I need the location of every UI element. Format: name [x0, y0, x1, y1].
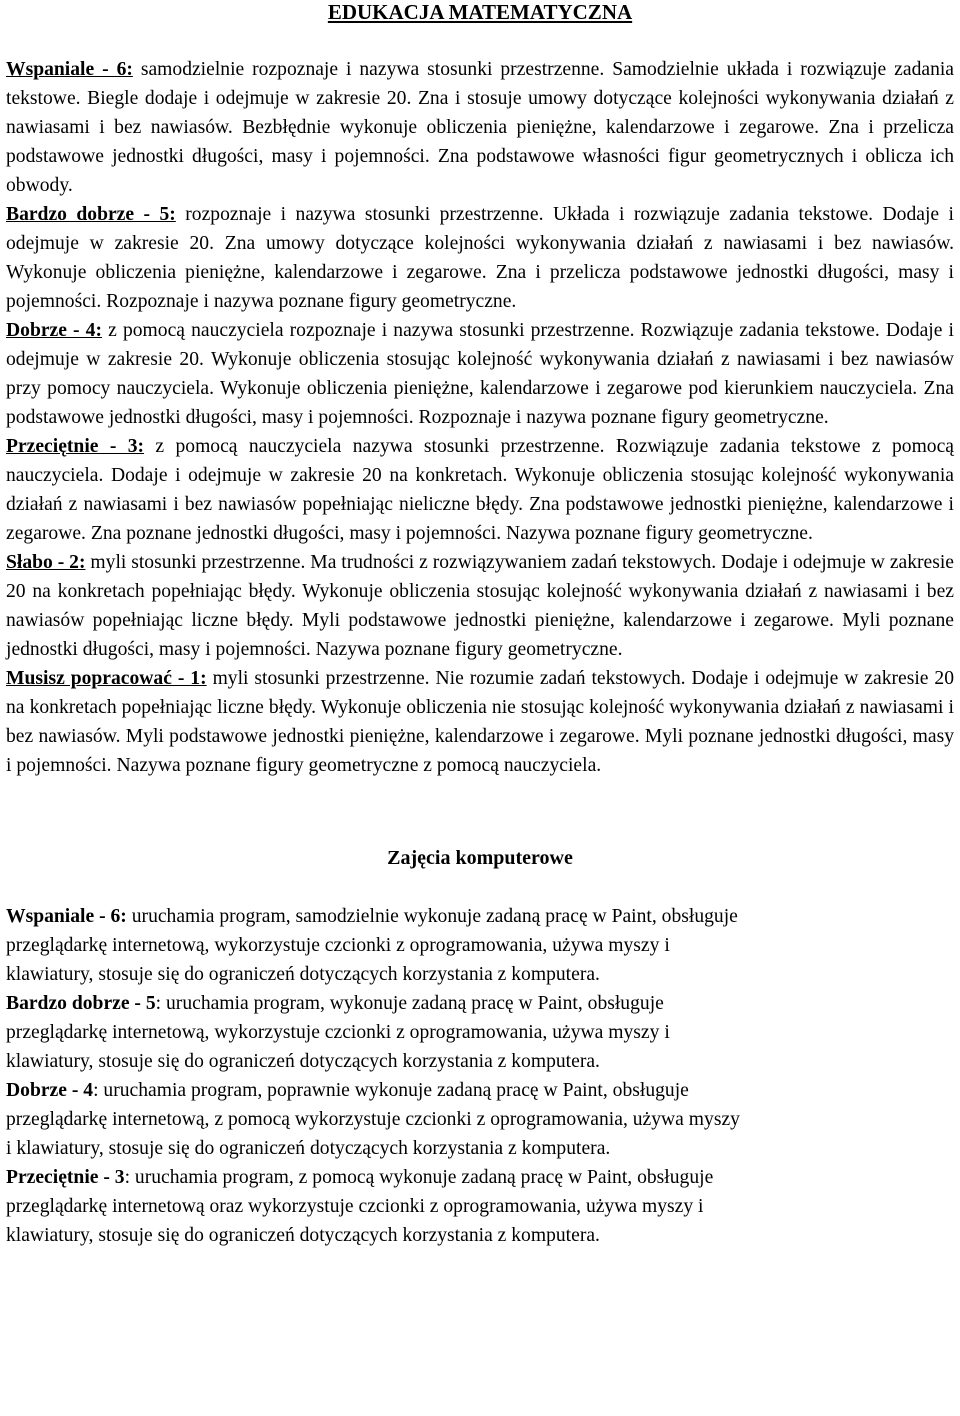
- document-page: [6, 0, 954, 1250]
- it-grade-5-line-1: : uruchamia program, wykonuje zadaną pracę w Paint, obsługuje: [155, 993, 664, 1014]
- grade-3-text: z pomocą nauczyciela nazywa stosunki przestrzenne. Rozwiązuje zadania tekstowe z pomocą nauczyciela. Dodaje i odejmuje w zakresie 20 na konkretach. Wykonuje obliczenia stosując kolejność wykonywania działań z nawiasami i bez nawiasów popełniając nieliczne błędy. Zna podstawowe jednostki pieniężne, kalendarzowe i zegarowe. Zna poznane jednostki długości, masy i pojemności. Nazywa poznane figury geometryczne.: [6, 436, 954, 544]
- it-grade-3-criteria: [6, 1163, 954, 1250]
- grade-6-label: Wspaniale - 6:: [6, 59, 133, 80]
- grade-5-criteria: [6, 200, 954, 316]
- it-grade-3-line-1: : uruchamia program, z pomocą wykonuje zadaną pracę w Paint, obsługuje: [124, 1167, 714, 1188]
- it-grade-6-line-3: klawiatury, stosuje się do ograniczeń dotyczących korzystania z komputera.: [6, 964, 600, 985]
- grade-1-label: Musisz popracować - 1:: [6, 668, 207, 689]
- it-grade-4-label: Dobrze - 4: [6, 1080, 94, 1101]
- it-grade-5-line-2: przeglądarkę internetową, wykorzystuje czcionki z oprogramowania, używa myszy i: [6, 1022, 670, 1043]
- it-grade-4-line-2: przeglądarkę internetową, z pomocą wykorzystuje czcionki z oprogramowania, używa myszy: [6, 1109, 740, 1130]
- it-grade-6-criteria: [6, 902, 954, 989]
- grade-2-label: Słabo - 2:: [6, 552, 86, 573]
- grade-5-label: Bardzo dobrze - 5:: [6, 204, 176, 225]
- it-grade-5-criteria: [6, 989, 954, 1076]
- math-criteria-section: [6, 55, 954, 780]
- it-grade-4-line-1: : uruchamia program, poprawnie wykonuje zadaną pracę w Paint, obsługuje: [93, 1080, 689, 1101]
- grade-1-text: myli stosunki przestrzenne. Nie rozumie zadań tekstowych. Dodaje i odejmuje w zakresie 20 na konkretach popełniając liczne błędy. Wykonuje obliczenia nie stosując kolejność wykonywania działań z nawiasami i bez nawiasów. Myli podstawowe jednostki pieniężne, kalendarzowe i zegarowe. Myli poznane jednostki długości, masy i pojemności. Nazywa poznane figury geometryczne z pomocą nauczyciela.: [6, 668, 954, 776]
- grade-2-criteria: [6, 548, 954, 664]
- grade-4-criteria: [6, 316, 954, 432]
- it-grade-6-line-1: uruchamia program, samodzielnie wykonuje zadaną pracę w Paint, obsługuje: [126, 906, 738, 927]
- it-grade-3-line-3: klawiatury, stosuje się do ograniczeń dotyczących korzystania z komputera.: [6, 1225, 600, 1246]
- grade-5-text: rozpoznaje i nazywa stosunki przestrzenne. Układa i rozwiązuje zadania tekstowe. Dodaje i odejmuje w zakresie 20. Zna umowy dotyczące kolejności wykonywania działań z nawiasami i bez nawiasów. Wykonuje obliczenia pieniężne, kalendarzowe i zegarowe. Zna i przelicza podstawowe jednostki długości, masy i pojemności. Rozpoznaje i nazywa poznane figury geometryczne.: [6, 204, 954, 312]
- grade-3-criteria: [6, 432, 954, 548]
- grade-3-label: Przeciętnie - 3:: [6, 436, 145, 457]
- grade-1-criteria: [6, 664, 954, 780]
- it-grade-4-line-3: i klawiatury, stosuje się do ograniczeń dotyczących korzystania z komputera.: [6, 1138, 611, 1159]
- it-grade-6-label: Wspaniale - 6:: [6, 906, 127, 927]
- it-grade-4-criteria: [6, 1076, 954, 1163]
- it-grade-5-label: Bardzo dobrze - 5: [6, 993, 156, 1014]
- it-grade-5-line-3: klawiatury, stosuje się do ograniczeń dotyczących korzystania z komputera.: [6, 1051, 600, 1072]
- grade-6-text: samodzielnie rozpoznaje i nazywa stosunki przestrzenne. Samodzielnie układa i rozwiązuje zadania tekstowe. Biegle dodaje i odejmuje w zakresie 20. Zna i stosuje umowy dotyczące kolejności wykonywania działań z nawiasami i bez nawiasów. Bezbłędnie wykonuje obliczenia pieniężne, kalendarzowe i zegarowe. Zna i przelicza podstawowe jednostki długości, masy i pojemności. Zna podstawowe własności figur geometrycznych i oblicza ich obwody.: [6, 59, 955, 196]
- it-grade-6-line-2: przeglądarkę internetową, wykorzystuje czcionki z oprogramowania, używa myszy i: [6, 935, 670, 956]
- it-grade-3-line-2: przeglądarkę internetową oraz wykorzystuje czcionki z oprogramowania, używa myszy i: [6, 1196, 704, 1217]
- grade-4-text: z pomocą nauczyciela rozpoznaje i nazywa stosunki przestrzenne. Rozwiązuje zadania tekstowe. Dodaje i odejmuje w zakresie 20. Wykonuje obliczenia stosując kolejność wykonywania działań z nawiasami i bez nawiasów przy pomocy nauczyciela. Wykonuje obliczenia pieniężne, kalendarzowe i zegarowe pod kierunkiem nauczyciela. Zna podstawowe jednostki długości, masy i pojemności. Rozpoznaje i nazywa poznane figury geometryczne.: [6, 320, 954, 428]
- section-title-computer-classes: Zajęcia komputerowe: [387, 847, 573, 869]
- page-title: EDUKACJA MATEMATYCZNA: [327, 0, 633, 24]
- it-grade-3-label: Przeciętnie - 3: [6, 1167, 125, 1188]
- grade-4-label: Dobrze - 4:: [6, 320, 103, 341]
- grade-6-criteria: [6, 55, 954, 200]
- grade-2-text: myli stosunki przestrzenne. Ma trudności z rozwiązywaniem zadań tekstowych. Dodaje i odejmuje w zakresie 20 na konkretach popełniając błędy. Wykonuje obliczenia stosując kolejność wykonywania działań z nawiasami i bez nawiasów popełniając liczne błędy. Myli podstawowe jednostki pieniężne, kalendarzowe i zegarowe. Myli poznane jednostki długości, masy i pojemności. Nazywa poznane figury geometryczne.: [6, 552, 954, 660]
- computer-criteria-section: [6, 902, 954, 1250]
